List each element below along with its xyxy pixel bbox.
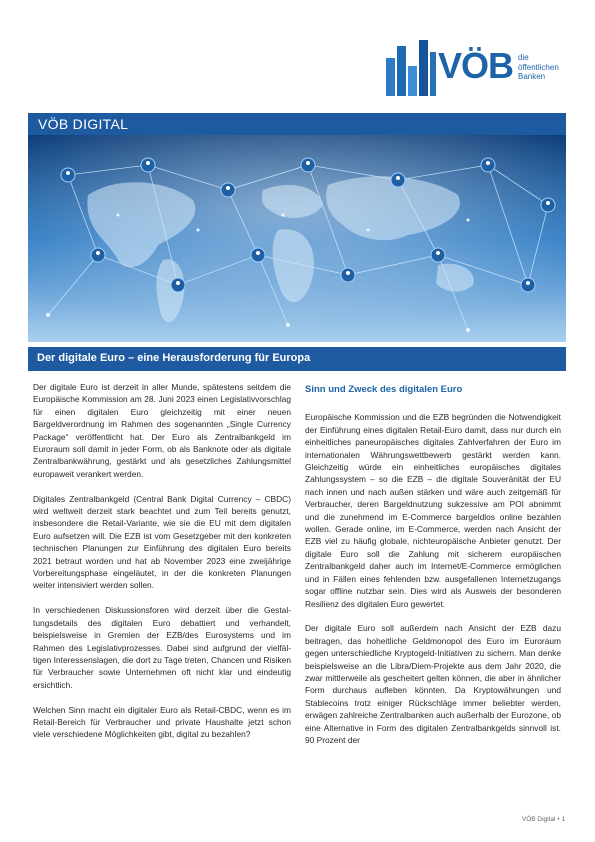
left-column xyxy=(33,381,291,753)
section-title-band xyxy=(28,347,566,371)
logo-bars-icon xyxy=(386,40,436,96)
publication-title: VÖB DIGITAL xyxy=(38,116,129,132)
right-column xyxy=(305,384,561,759)
subheading: Sinn und Zweck des digitalen Euro xyxy=(305,384,463,395)
hero-image xyxy=(28,135,566,342)
network-world-map-image xyxy=(28,135,566,342)
page-footer: VÖB Digital • 1 xyxy=(521,816,565,823)
paragraph: Europäische Kommission und die EZB begründen die Notwendigkeit der Einführung eines digitalen Retail-Euro damit, dass nur durch ein einheitliches paneuropäisches digitales Zahlverfahren der Euro im internationalen Währungswettbewerb gestärkt werden kann. Gleichzeitig würde ein einheitliches europäisches digitales Zahlungssystem – so die EZB – die digitale Souveränität der EU nach innen und nach außen stärken und wäre auch zeitgemäß für Verbraucher, deren Bargeldnutzung sukzessive am POI abnimmt und die zunehmend im E-Commerce bargeldlos online bezahlen wollen. Gerade online, im E-Commerce, werden nach Ansicht der EZB viel zu häufig globale, nichteuropäische Anbieter genutzt. Der digitale Euro soll die Zahlung mit sicherem europäischen Zentralbankgeld daher auch im Internet/E-Commerce ermöglichen und in Fällen eines fehlenden bzw. ausgefallenen Internetzugangs sogar offline nutzbar sein. Dies wird als Ausweis der besonderen Resilienz des digitalen Euro gewertet. xyxy=(305,412,561,609)
paragraph: Der digitale Euro ist derzeit in aller Munde, spätestens seitdem die Europäische Kommission am 28. Juni 2023 einen Legislativvorschlag für einen digitalen Euro gleichzeitig mit einer neuen Bargeldverordnung im Rahmen des sogenannten „Single Currency Package“ veröffentlicht hat. Der Euro als Zentralbankgeld im Euroraum soll damit in jeder Form, ob als Banknote oder als digitale Zentralbankwährung, gestärkt und als gesetzliches Zahlungsmittel europaweit verankert werden. xyxy=(33,382,291,479)
paragraph: Der digitale Euro soll außerdem nach Ansicht der EZB dazu beitragen, das hoheitliche Geldmonopol des Euro im Euroraum gegen unterschiedliche Kryptogeld-Initiativen zu sichern. Man denke beispielsweise an die Libra/Diem-Projekte aus dem Jahr 2020, die zwar mittlerweile als gescheitert gelten können, die aber in ähnlicher Form durchaus aufleben könnten. Da Kryptowährungen und Stablecoins trotz einiger Rückschläge immer beliebter werden, erwägen zahlreiche Zentralbanken auch außerhalb der Eurozone, ob eine Alternative in Form des digitalen Zentralbankgelds sinnvoll ist. 90 Prozent der xyxy=(305,623,561,745)
paragraph: Welchen Sinn macht ein digitaler Euro als Retail-CBDC, wenn es im Retail-Bereich für Verbraucher und private Haushalte jetzt schon viele verschiedene Möglichkeiten gibt, digital zu bezahlen? xyxy=(33,704,291,740)
paragraph: Digitales Zentralbankgeld (Central Bank Digital Currency – CBDC) wird weltweit derzeit stark beachtet und zum Teil bereits genutzt, insbesondere die Retail-Variante, wie sie die EU mit dem digitalen Euro aufsetzen will. Die EZB ist vom Gesetzgeber mit den konkreten technischen Planungen zur Einführung des digitalen Euro bereits 2021 betraut worden und hat ab November 2023 eine zweijährige Vorbereitungsphase eingeläutet, in der die konkreten Planungen weiter intensiviert werden sollen. xyxy=(33,493,291,591)
header-band xyxy=(28,113,566,135)
section-title: Der digitale Euro – eine Herausforderung für Europa xyxy=(37,352,311,364)
logo-wordmark: VÖB xyxy=(438,45,514,86)
paragraph: In verschiedenen Diskussionsforen wird derzeit über die Gestaltungsdetails des digitalen Euro debattiert und verhandelt, beispielsweise in Gremien der EZB/des Eurosystems und im Rahmen des Legislativprozesses. Dabei sind aufgrund der vielfältigen Interessenslagen, die dort zu Tage treten, Chancen und Risiken für Verbraucher sowie Unternehmen oft nicht klar und eindeutig ersichtlich. xyxy=(33,605,291,690)
voeb-logo xyxy=(386,40,566,96)
logo-tagline: die öffentlichen Banken xyxy=(518,53,559,81)
